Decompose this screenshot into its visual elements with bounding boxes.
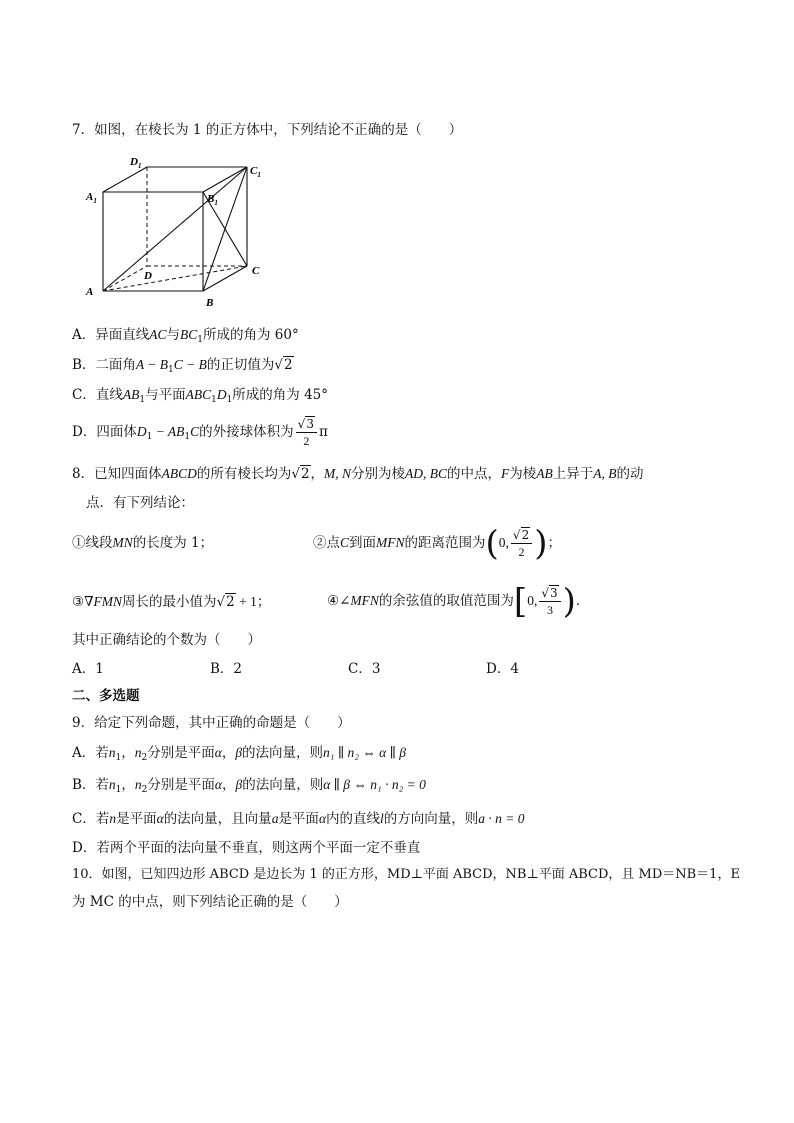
label-c: C: [252, 265, 260, 277]
label-a1: $A_1$: [86, 191, 97, 205]
q7-stem: 7．如图，在棱长为 1 的正方体中，下列结论不正确的是（ ）: [72, 122, 463, 138]
label-d: D: [144, 270, 152, 282]
q8-choice-d: D．4: [486, 661, 519, 677]
label-c1: $C_1$: [250, 165, 261, 179]
label-b1: $B_1$: [207, 193, 218, 207]
cube-figure: [80, 150, 280, 310]
q9-stem: 9．给定下列命题，其中正确的命题是（ ）: [72, 715, 351, 731]
q8-stem-line2: 点．有下列结论：: [86, 495, 194, 511]
q8-statement-1: ①线段MN的长度为 1；: [72, 535, 214, 551]
q9-option-c: C．若n是平面α的法向量，且向量a是平面α内的直线l的方向向量，则a · n = 0: [72, 811, 525, 827]
q8-choice-a: A．1: [72, 661, 104, 677]
edge-b-c: [203, 266, 247, 291]
q8-question: 其中正确结论的个数为（ ）: [72, 632, 261, 648]
q8-statement-2: ②点C到面MFN的距离范围为(0, $\frac{√2}{2}$ )；: [313, 523, 561, 564]
label-b: B: [206, 297, 214, 309]
q10-stem-line2: 为 MC 的中点，则下列结论正确的是（ ）: [72, 894, 348, 910]
q8-choice-c: C．3: [348, 661, 381, 677]
label-d1: $D_1$: [130, 156, 142, 170]
q9-option-b: B．若$n_1$，$n_2$分别是平面α，β的法向量，则α ∥ β ⇔ n₁ · n₂ = 0: [72, 777, 426, 795]
q7-option-a: A．异面直线AC与$BC_1$所成的角为 60°: [72, 327, 299, 345]
edge-a1-d1: [103, 167, 147, 192]
q7-option-b: B．二面角$A - B_1C - B$的正切值为√2: [72, 357, 293, 375]
q7-option-c: C．直线$AB_1$与平面$ABC_1D_1$所成的角为 45°: [72, 387, 329, 405]
q10-stem-line1: 10．如图，已知四边形 ABCD 是边长为 1 的正方形，MD⊥平面 ABCD，NB⊥平面 ABCD，且 MD＝NB＝1，E: [72, 867, 740, 882]
q8-choice-b: B．2: [210, 661, 243, 677]
q7-option-d: D．四面体$D_1 - AB_1C$的外接球体积为 $\frac{√3}{2}$ π: [72, 417, 328, 448]
q8-statement-3: ③∇FMN周长的最小值为√2 + 1；: [72, 594, 271, 610]
q8-stem-line1: 8．已知四面体ABCD的所有棱长均为√2，M, N分别为棱AD, BC的中点，F为棱AB上异于A, B的动: [72, 466, 644, 482]
q8-statement-4: ④∠MFN的余弦值的取值范围为[0, $\frac{√3}{3}$ )．: [327, 581, 590, 622]
label-a: A: [86, 286, 94, 298]
q9-option-a: A．若$n_1$，$n_2$分别是平面α，β的法向量，则n₁ ∥ n₂ ⇔ α ∥ β: [72, 745, 406, 763]
section-heading: 二、多选题: [72, 688, 140, 704]
q9-option-d: D．若两个平面的法向量不垂直，则这两个平面一定不垂直: [72, 840, 421, 856]
edge-b1-c1: [203, 167, 247, 192]
